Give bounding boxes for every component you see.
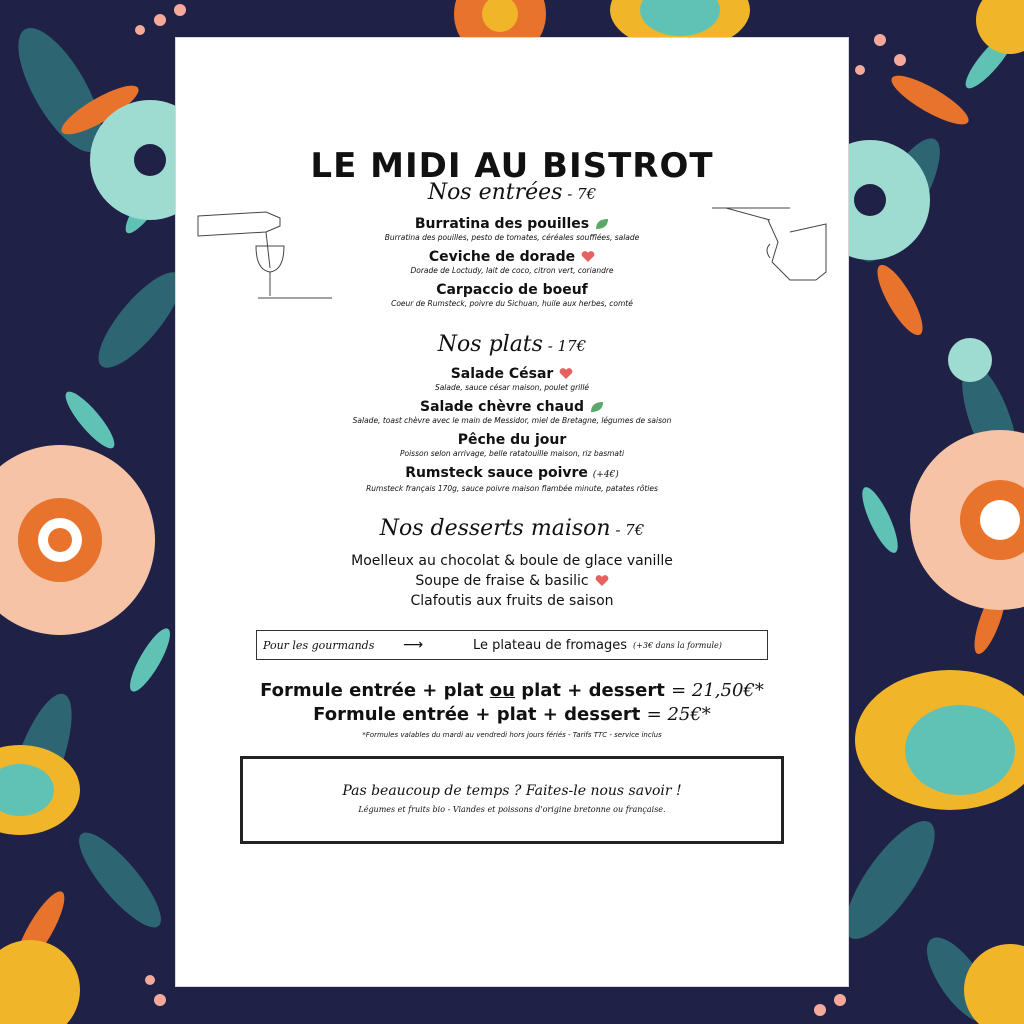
heart-icon xyxy=(559,368,573,380)
dish-salade-chevre: Salade chèvre chaud xyxy=(176,399,848,416)
dish-description: Burratina des pouilles, pesto de tomates, céréales soufflées, salade xyxy=(384,233,640,242)
heart-icon xyxy=(595,575,609,587)
supplement-price: (+4€) xyxy=(592,470,619,480)
gourmand-lead: Pour les gourmands xyxy=(263,638,375,652)
formule-price-2: = 25€* xyxy=(646,704,711,725)
dish-peche-du-jour: Pêche du jour xyxy=(457,432,567,448)
dessert-clafoutis: Clafoutis aux fruits de saison xyxy=(410,593,614,609)
dish-description: Salade, sauce césar maison, poulet grillé xyxy=(434,383,590,392)
gourmand-box xyxy=(256,630,768,660)
section-plats-name: Nos plats xyxy=(437,332,543,357)
heart-icon xyxy=(581,251,595,263)
gourmand-item: Le plateau de fromages xyxy=(473,637,628,653)
section-entrees-heading xyxy=(176,180,848,205)
plats-list xyxy=(176,366,848,500)
dish-burratina: Burratina des pouilles xyxy=(176,216,848,233)
section-plats-heading xyxy=(176,332,848,357)
dish-description: Poisson selon arrivage, belle ratatouille maison, riz basmati xyxy=(399,449,625,458)
arrow-right-icon: ⟶ xyxy=(403,637,424,653)
desserts-list xyxy=(176,551,848,611)
info-box xyxy=(240,756,784,844)
formule-line-2: Formule entrée + plat + dessert = 25€* xyxy=(313,704,711,725)
dish-description: Rumsteck français 170g, sauce poivre maison flambée minute, patates rôties xyxy=(366,484,658,493)
dish-description: Coeur de Rumsteck, poivre du Sichuan, huile aux herbes, comté xyxy=(391,299,633,308)
formule-footnote: *Formules valables du mardi au vendredi hors jours fériés - Tarifs TTC - service inclus xyxy=(362,731,662,739)
section-desserts-name: Nos desserts maison xyxy=(379,516,611,541)
section-entrees-price: - 7€ xyxy=(562,185,597,203)
menu-sheet xyxy=(176,38,848,986)
leaf-icon xyxy=(590,401,604,413)
section-plats-price: - 17€ xyxy=(542,337,587,355)
dessert-soupe-fraise: Soupe de fraise & basilic xyxy=(176,571,848,591)
dish-salade-cesar: Salade César xyxy=(176,366,848,383)
section-desserts-heading xyxy=(176,516,848,541)
formule-price-1: = 21,50€* xyxy=(671,680,764,701)
dish-rumsteck: Rumsteck sauce poivre (+4€) xyxy=(405,465,619,481)
section-entrees-name: Nos entrées xyxy=(427,180,563,205)
entrees-list xyxy=(176,216,848,315)
gourmand-note: (+3€ dans la formule) xyxy=(633,640,722,650)
dish-ceviche: Ceviche de dorade xyxy=(176,249,848,266)
dish-description: Dorade de Loctudy, lait de coco, citron vert, coriandre xyxy=(410,266,614,275)
info-sourcing: Légumes et fruits bio - Viandes et poissons d'origine bretonne ou française. xyxy=(358,805,666,814)
formule-ou: ou xyxy=(489,680,515,701)
dish-description: Salade, toast chèvre avec le main de Messidor, miel de Bretagne, légumes de saison xyxy=(352,416,672,425)
menu-title: LE MIDI AU BISTROT xyxy=(310,146,714,186)
dessert-moelleux: Moelleux au chocolat & boule de glace vanille xyxy=(351,553,673,569)
info-question: Pas beaucoup de temps ? Faites-le nous savoir ! xyxy=(342,783,682,799)
leaf-icon xyxy=(595,218,609,230)
dish-carpaccio: Carpaccio de boeuf xyxy=(436,282,588,298)
formule-line-1: Formule entrée + plat ou plat + dessert = 21,50€* xyxy=(260,680,764,701)
section-desserts-price: - 7€ xyxy=(610,521,645,539)
